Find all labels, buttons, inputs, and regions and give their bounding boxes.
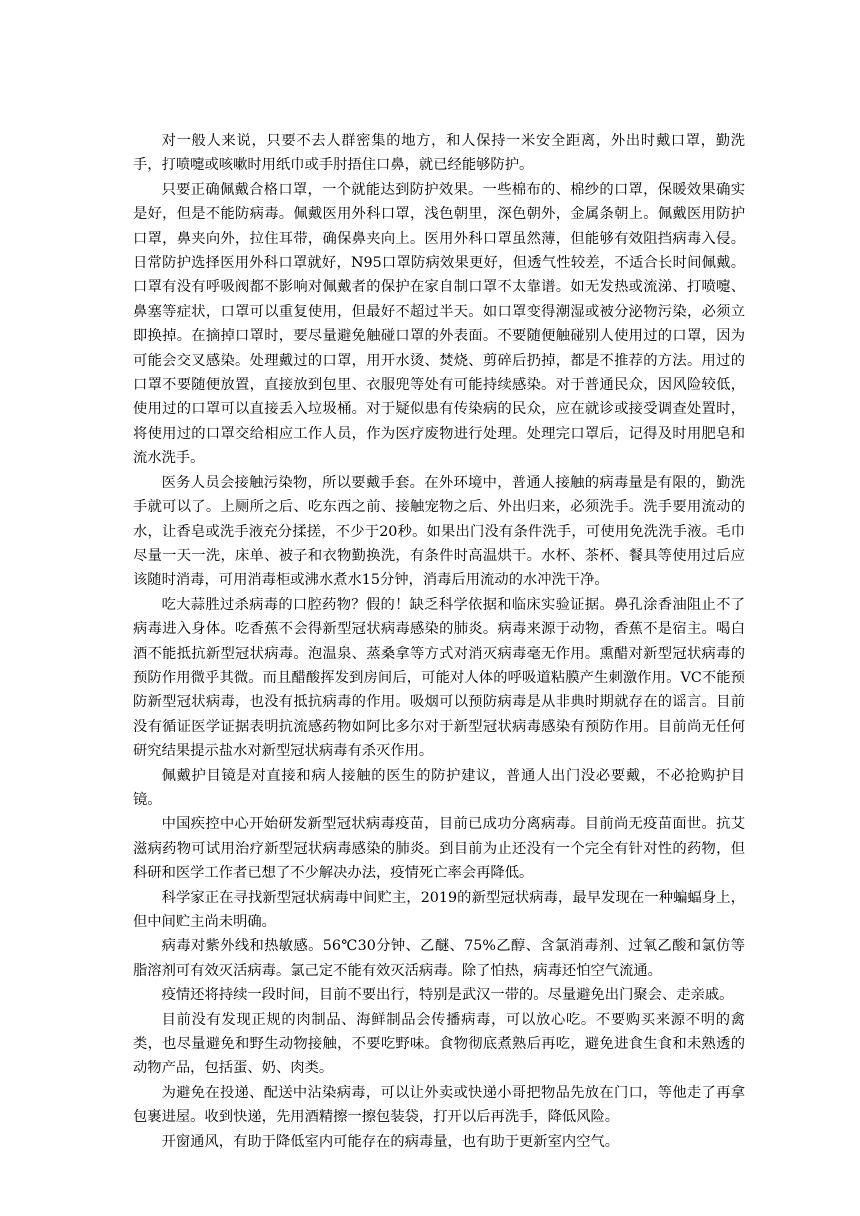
paragraph-goggles: 佩戴护目镜是对直接和病人接触的医生的防护建议，普通人出门没必要戴，不必抢购护目镜。 (133, 767, 745, 808)
paragraph-travel: 疫情还将持续一段时间，目前不要出行，特别是武汉一带的。尽量避免出门聚会、走亲戚。 (161, 987, 734, 1004)
paragraph-rumors: 吃大蒜胜过杀病毒的口腔药物？假的！缺乏科学依据和临床实验证据。鼻孔涂香油阻止不了病毒进入身体。吃香蕉不会得新型冠状病毒感染的肺炎。病毒来源于动物，香蕉不是宿主。喝白酒不能抵抗新型冠状病毒。泡温泉、蒸桑拿等方式对消灭病毒毫无作用。熏醋对新型冠状病毒的预防作用微乎其微。而且醋酸挥发到房间后，可能对人体的呼吸道粘膜产生刺激作用。VC不能预防新型冠状病毒，也没有抵抗病毒的作用。吸烟可以预防病毒是从非典时期就存在的谣言。目前没有循证医学证据表明抗流感药物如阿比多尔对于新型冠状病毒感染有预防作用。目前尚无任何研究结果提示盐水对新型冠状病毒有杀灭作用。 (133, 596, 745, 760)
paragraph-intermediate-host: 科学家正在寻找新型冠状病毒中间贮主，2019的新型冠状病毒，最早发现在一种蝙蝠身上，但中间贮主尚未明确。 (133, 889, 745, 930)
paragraph-general-protection: 对一般人来说，只要不去人群密集的地方，和人保持一米安全距离，外出时戴口罩，勤洗手，打喷嚏或咳嗽时用纸巾或手肘捂住口鼻，就已经能够防护。 (133, 133, 745, 174)
paragraph-ventilation: 开窗通风，有助于降低室内可能存在的病毒量，也有助于更新室内空气。 (161, 1133, 620, 1150)
paragraph-delivery: 为避免在投递、配送中沾染病毒，可以让外卖或快递小哥把物品先放在门口，等他走了再拿包裹进屋。收到快递，先用酒精擦一擦包装袋，打开以后再洗手，降低风险。 (133, 1084, 745, 1126)
paragraph-mask-usage: 只要正确佩戴合格口罩，一个就能达到防护效果。一些棉布的、棉纱的口罩，保暖效果确实是好，但是不能防病毒。佩戴医用外科口罩，浅色朝里，深色朝外，金属条朝上。佩戴医用防护口罩，鼻夹向外，拉住耳带，确保鼻夹向上。医用外科口罩虽然薄，但能够有效阻挡病毒入侵。日常防护选择医用外科口罩就好，N95口罩防病效果更好，但透气性较差，不适合长时间佩戴。口罩有没有呼吸阀都不影响对佩戴者的保护在家自制口罩不太靠谱。如无发热或流涕、打喷嚏、鼻塞等症状，口罩可以重复使用，但最好不超过半天。如口罩变得潮湿或被分泌物污染，必须立即换掉。在摘掉口罩时，要尽量避免触碰口罩的外表面。不要随便触碰别人使用过的口罩，因为可能会交叉感染。处理戴过的口罩，用开水烫、焚烧、剪碎后扔掉，都是不推荐的方法。用过的口罩不要随便放置，直接放到包里、衣服兜等处有可能持续感染。对于普通民众，因风险较低，使用过的口罩可以直接丢入垃圾桶。对于疑似患有传染病的民众，应在就诊或接受调查处置时，将使用过的口罩交给相应工作人员，作为医疗废物进行处理。处理完口罩后，记得及时用肥皂和流水洗手。 (133, 181, 745, 467)
paragraph-disinfection: 病毒对紫外线和热敏感。56℃30分钟、乙醚、75%乙醇、含氯消毒剂、过氧乙酸和氯仿等脂溶剂可有效灭活病毒。氯己定不能有效灭活病毒。除了怕热，病毒还怕空气流通。 (133, 938, 745, 979)
document-body (133, 129, 745, 1154)
paragraph-hand-washing: 医务人员会接触污染物，所以要戴手套。在外环境中，普通人接触的病毒量是有限的，勤洗手就可以了。上厕所之后、吃东西之前、接触宠物之后、外出归来，必须洗手。洗手要用流动的水，让香皂或洗手液充分揉搓，不少于20秒。如果出门没有条件洗手，可使用免洗洗手液。毛巾尽量一天一洗，床单、被子和衣物勤换洗，有条件时高温烘干。水杯、茶杯、餐具等使用过后应该随时消毒，可用消毒柜或沸水煮水15分钟，消毒后用流动的水冲洗干净。 (133, 474, 745, 589)
paragraph-vaccine: 中国疾控中心开始研发新型冠状病毒疫苗，目前已成功分离病毒。目前尚无疫苗面世。抗艾滋病药物可试用治疗新型冠状病毒感染的肺炎。到目前为止还没有一个完全有针对性的药物，但科研和医学工作者已想了不少解决办法，疫情死亡率会再降低。 (133, 816, 745, 882)
paragraph-food-safety: 目前没有发现正规的肉制品、海鲜制品会传播病毒，可以放心吃。不要购买来源不明的禽类，也尽量避免和野生动物接触，不要吃野味。食物彻底煮熟后再吃，避免进食生食和未熟透的动物产品，包括蛋、奶、肉类。 (133, 1011, 745, 1077)
